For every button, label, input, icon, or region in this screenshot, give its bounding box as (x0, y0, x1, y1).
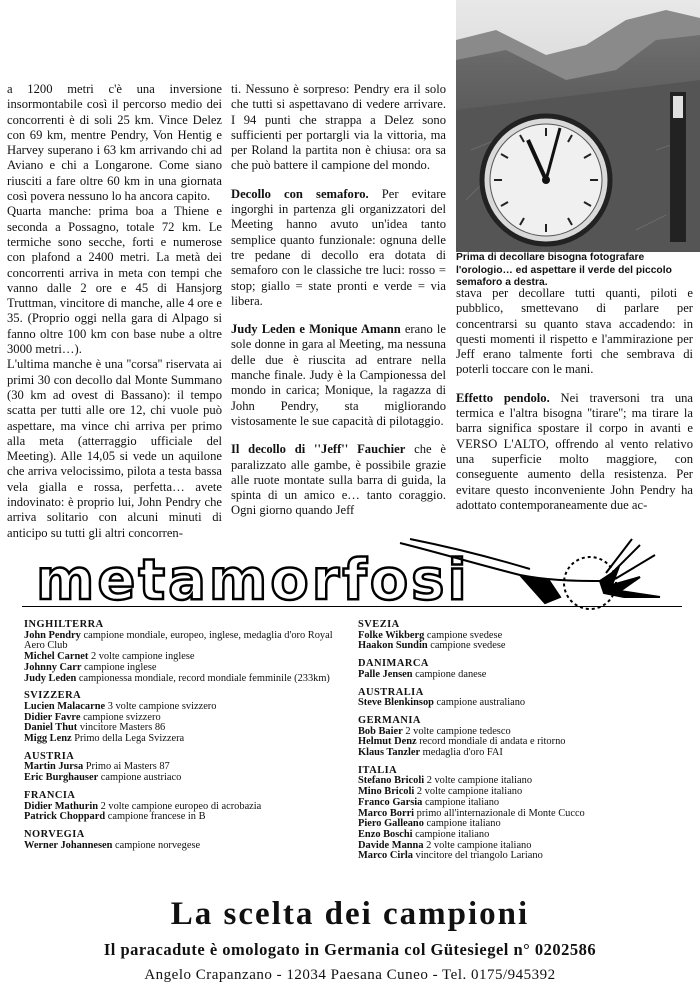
champions-list-left (24, 620, 344, 851)
champion-title: campione austriaco (98, 772, 182, 784)
ad-slogan: La scelta dei campioni (170, 896, 530, 932)
section-heading: Il decollo di ''Jeff'' Fauchier (231, 442, 406, 457)
champion-title: campione inglese (81, 661, 157, 673)
champion-name: Helmut Denz (358, 736, 417, 748)
champion-entry (24, 734, 344, 745)
country-heading: SVIZZERA (24, 690, 82, 702)
champion-title: 2 volte campione europeo di acrobazia (98, 800, 262, 812)
champion-name: Didier Mathurin (24, 800, 98, 812)
champion-entry (24, 631, 344, 652)
photo-caption: Prima di decollare bisogna fotografare l'orologio… ed aspettare il verde del piccolo semaforo a destra. (456, 252, 672, 289)
article-column-1 (7, 82, 222, 541)
champion-name: Franco Garsia (358, 796, 423, 808)
country-heading: NORVEGIA (24, 828, 85, 840)
champion-name: Martin Jursa (24, 761, 84, 773)
champion-title: Primo della Lega Svizzera (71, 733, 185, 745)
champion-title: 2 volte campione inglese (88, 651, 195, 663)
champion-name: Stefano Bricoli (358, 775, 425, 787)
champion-title: 2 volte campione italiano (423, 839, 532, 851)
champion-name: Johnny Carr (24, 661, 82, 673)
country-heading: INGHILTERRA (24, 619, 104, 630)
champion-name: Marco Cirla (358, 850, 413, 862)
champion-title: campionessa mondiale, record mondiale femminile (233km) (76, 672, 330, 684)
article-column-2 (231, 82, 446, 519)
champion-entry (358, 641, 678, 652)
champion-name: Folke Wikberg (358, 629, 425, 641)
champion-entry (24, 773, 344, 784)
champion-name: Marco Borri (358, 807, 415, 819)
article-column-3 (456, 286, 693, 513)
champion-title: campione italiano (422, 796, 500, 808)
article-paragraph: stava per decollare tutti quanti, piloti e pubblico, smettevano di parlare per concentrarsi su quanto stava accadendo: in questi momenti il rispetto e l'ammirazione per Jeff erano talmente forti che sembrava di poterli toccare con le mani. (456, 286, 693, 377)
champion-name: Davide Manna (358, 839, 424, 851)
section-heading: Effetto pendolo. (456, 390, 550, 405)
champion-name: Mino Bricoli (358, 786, 415, 798)
champion-entry (24, 674, 344, 685)
champion-name: Bob Baier (358, 725, 403, 737)
roster-divider (22, 606, 682, 607)
article-section (231, 187, 446, 309)
champion-name: Eric Burghauser (24, 772, 99, 784)
champion-title: vincitore del triangolo Lariano (412, 850, 543, 862)
section-text: erano le sole donne in gara al Meeting, ma nessuna delle due è riuscita ad entrare nella manche finale. Judy è la Campionessa del mondo in carica; Monique, la ragazza di John Pendry, sta migliorando vistosamente le sue capacità di pilotaggio. (231, 322, 446, 428)
article-paragraph: L'ultima manche è una ''corsa'' riservata ai primi 30 con decollo dal Monte Summano (30 km ad ovest di Bassano): il tempo scatta per tutti alle ore 12, chi vuole può aspettare, ma vince chi arriva per primo alla meta (atterraggio ufficiale del Meeting). Alle 14,05 si vede un aquilone che arriva velocissimo, pilota a testa bassa vela gialla e rossa, perfetta… avete indovinato: è proprio lui, John Pendry che arriva solitario con alcuni minuti di anticipo su tutti gli altri concorren- (7, 357, 222, 540)
section-heading: Judy Leden e Monique Amann (231, 322, 401, 337)
article-section (231, 442, 446, 518)
champion-title: record mondiale di andata e ritorno (416, 736, 566, 748)
champion-title: medaglia d'oro FAI (420, 747, 503, 759)
article-section (231, 322, 446, 429)
champion-title: vincitore Masters 86 (77, 722, 166, 734)
champion-title: 2 volte campione italiano (414, 786, 523, 798)
champions-list-right (358, 620, 678, 862)
champion-name: Michel Carnet (24, 651, 89, 663)
article-paragraph: ti. Nessuno è sorpreso: Pendry era il solo che tutti si aspettavano di vedere arrivare. I 94 punti che strappa a Delez sono sufficienti per portargli via la vittoria, ma per Roland la partita non è chiusa: ora sa che può battere il campione del mondo. (231, 82, 446, 173)
country-heading: DANIMARCA (358, 658, 429, 670)
ad-contact: Angelo Crapanzano - 12034 Paesana Cuneo - Tel. 0175/945392 (144, 967, 556, 983)
champion-title: Primo ai Masters 87 (83, 761, 170, 773)
country-heading: AUSTRIA (24, 750, 75, 762)
country-heading: ITALIA (358, 764, 398, 776)
champion-entry (358, 670, 678, 681)
article-paragraph: Quarta manche: prima boa a Thiene e seconda a Possagno, totale 72 km. Le termiche sono secche, forti e numerose con plafond a 2400 metri. La metà dei concorrenti arriva in meta con tempi che vanno dalle 2 ore e 45 di Hansjorg Truttman, vincitore di manche, alle 4 ore e 35. (Proprio oggi nella gara di Alpago si fanno oltre 100 km con base nube a oltre 3000 metri…). (7, 204, 222, 357)
champion-title: campione australiano (433, 697, 526, 709)
champion-entry (358, 748, 678, 759)
champion-title: primo all'internazionale di Monte Cucco (414, 807, 585, 819)
champion-name: Piero Galleano (358, 818, 424, 830)
brand-wordmark: metamorfosi (36, 548, 470, 613)
champion-title: campione svizzero (80, 711, 161, 723)
champion-name: Didier Favre (24, 711, 81, 723)
champion-entry (358, 698, 678, 709)
champion-entry (24, 812, 344, 823)
metamorfosi-banner (0, 535, 700, 620)
champion-title: campione italiano (412, 828, 490, 840)
section-text: Nei traversoni tra una termica e l'altra bisogna ''tirare''; ma tirare la barra significa spostare il corpo in avanti e VERSO L'ALTO, offrendo al vento relativo una superficie molto maggiore, con conseguente aumento della resistenza. Per evitare questo inconveniente John Pendry ha adottato contemporaneamente due ac- (456, 390, 693, 512)
country-heading: SVEZIA (358, 619, 400, 630)
champion-name: Enzo Boschi (358, 828, 413, 840)
section-text: Per evitare ingorghi in partenza gli organizzatori del Meeting hanno avuto un'idea tanto semplice quanto funzionale: ognuna delle tre pedane di decollo era dotata di semaforo con le classiche tre luci: rosso = stop; giallo = state pronti e verde = via libera. (231, 186, 446, 308)
champion-entry (358, 851, 678, 862)
country-heading: FRANCIA (24, 789, 76, 801)
country-heading: AUSTRALIA (358, 686, 424, 698)
country-heading: GERMANIA (358, 714, 421, 726)
clock-photo (456, 0, 700, 252)
champion-name: Klaus Tanzler (358, 747, 421, 759)
champion-title: campione svedese (424, 629, 503, 641)
champion-name: Lucien Malacarne (24, 700, 106, 712)
champion-name: Werner Johannesen (24, 839, 113, 851)
champion-title: campione norvegese (112, 839, 201, 851)
champion-name: Migg Lenz (24, 733, 72, 745)
section-heading: Decollo con semaforo. (231, 186, 369, 201)
champion-title: 3 volte campione svizzero (105, 700, 217, 712)
champion-title: campione mondiale, europeo, inglese, medaglia d'oro Royal Aero Club (24, 629, 333, 652)
champion-name: Haakon Sundin (358, 640, 428, 652)
metamorfosi-logo (0, 535, 700, 620)
champion-entry (24, 841, 344, 852)
champion-title: campione francese in B (105, 811, 206, 823)
champion-name: Palle Jensen (358, 668, 413, 680)
article-paragraph: a 1200 metri c'è una inversione insormontabile così il percorso medio dei concorrenti è di soli 25 km. Vince Delez con 69 km, mentre Pendry, Von Hentig e Harvey superano i 63 km arrivando chi ad Aviano e chi a Longarone. Come siano riusciti a fare oltre 60 km in una giornata così povera nessuno lo ha ancora capito. (7, 82, 222, 204)
champion-title: campione italiano (423, 818, 501, 830)
clock-photo-illustration (456, 0, 700, 252)
champion-name: Steve Blenkinsop (358, 697, 434, 709)
champion-title: campione danese (412, 668, 487, 680)
champion-name: Patrick Choppard (24, 811, 106, 823)
champion-name: John Pendry (24, 629, 81, 641)
article-section (456, 391, 693, 513)
ad-certification: Il paracadute è omologato in Germania col Gütesiegel n° 0202586 (103, 940, 597, 959)
section-text: che è paralizzato alle gambe, è possibile grazie alle ruote montate sulla barra di guida, la spinta di un amico e… tanto coraggio. Ogni giorno quando Jeff (231, 442, 446, 518)
champion-title: 2 volte campione italiano (424, 775, 533, 787)
champion-title: 2 volte campione tedesco (402, 725, 511, 737)
champion-title: campione svedese (427, 640, 506, 652)
champion-name: Daniel Thut (24, 722, 78, 734)
champion-name: Judy Leden (24, 672, 77, 684)
